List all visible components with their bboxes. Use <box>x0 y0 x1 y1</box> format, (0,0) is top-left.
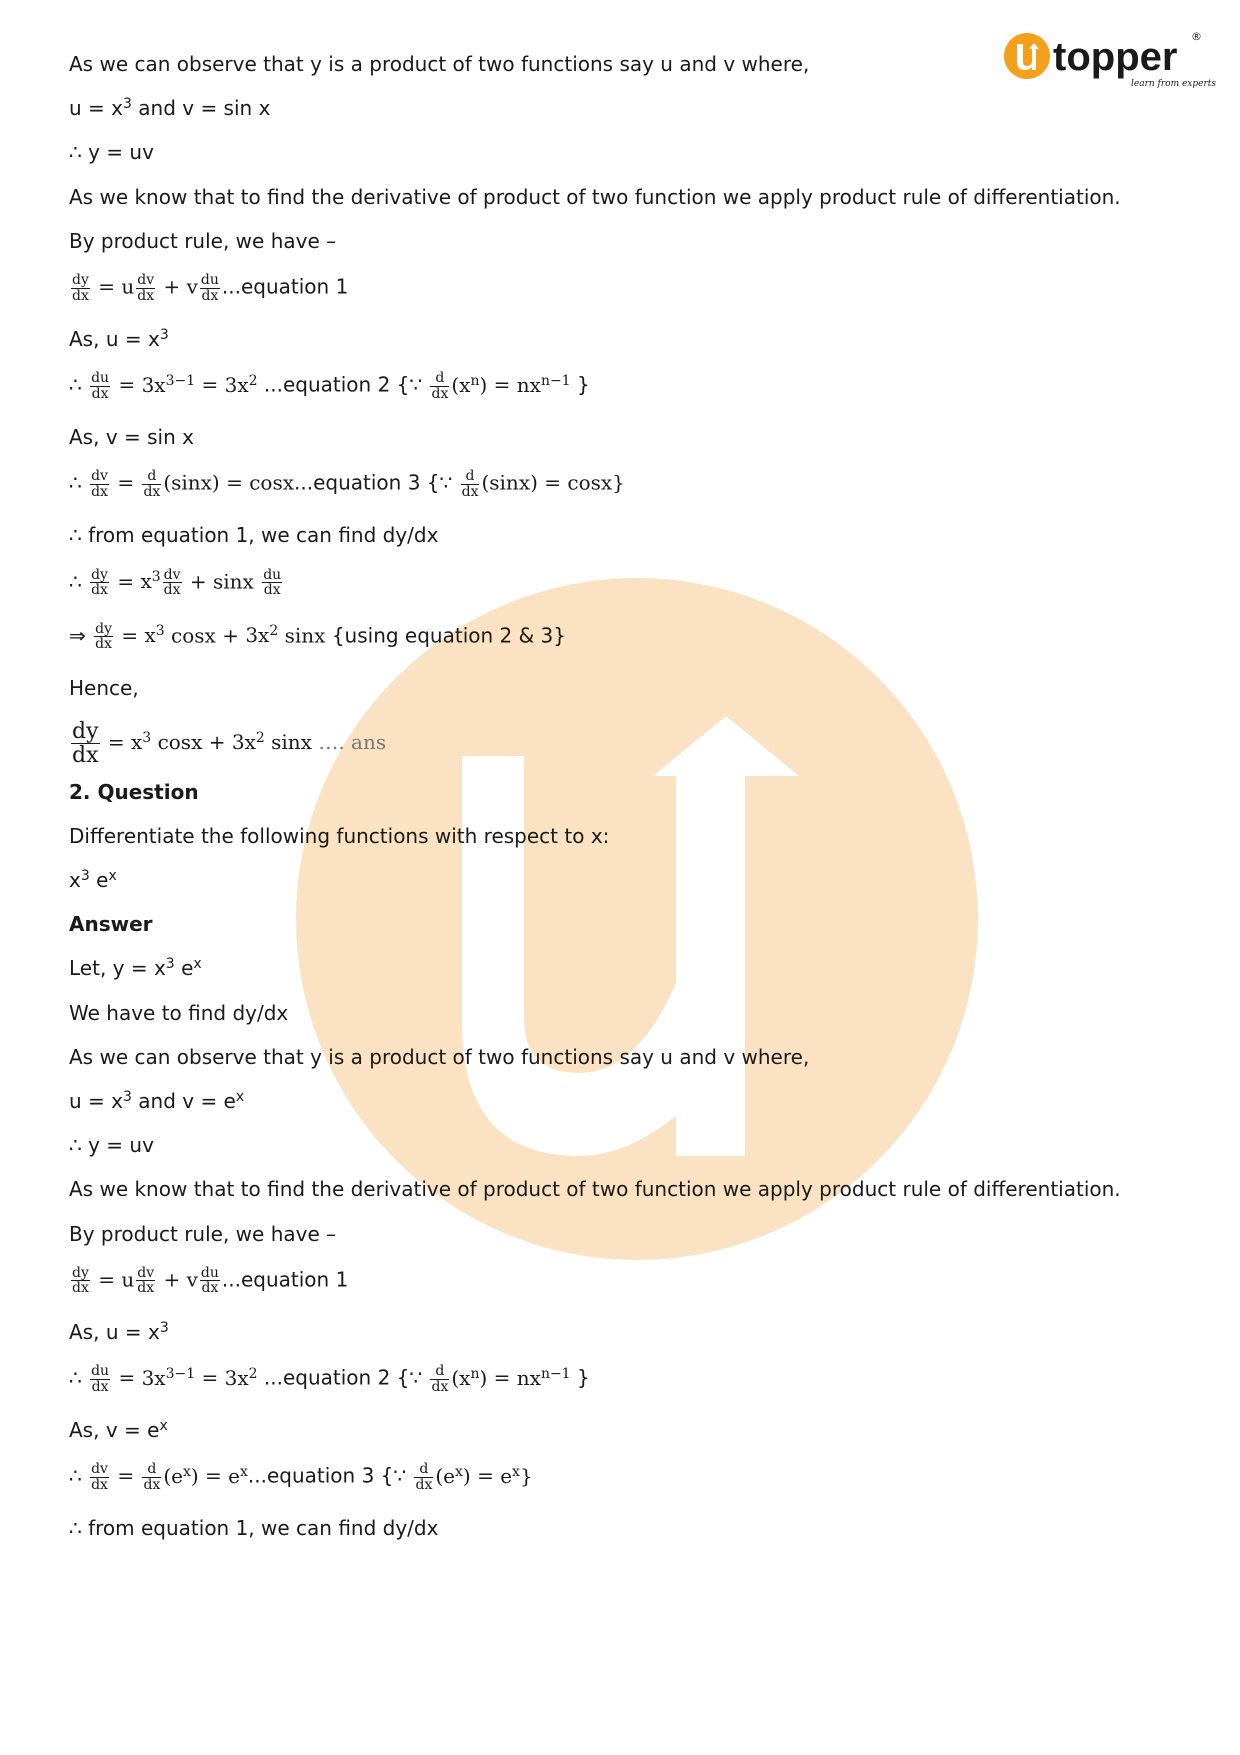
superscript: 2 <box>269 623 279 640</box>
answer-line <box>69 720 1189 780</box>
superscript: 3−1 <box>165 1365 196 1382</box>
math-token: = <box>201 1365 219 1390</box>
math-line <box>69 371 1189 425</box>
math-token: dv <box>91 468 108 485</box>
math-token: (e <box>435 1463 455 1488</box>
math-token: dy <box>72 1264 89 1281</box>
math-token: ...equation 1 <box>221 1267 349 1292</box>
math-token: By product rule, we have – <box>69 228 337 253</box>
math-token: du <box>200 271 219 288</box>
text-line <box>69 1177 1189 1221</box>
superscript: 2 <box>248 1365 258 1382</box>
math-token: e <box>174 956 194 981</box>
math-token <box>228 1464 248 1488</box>
math-token: (sinx) <box>163 471 220 495</box>
math-token: and v = sin x <box>131 96 271 121</box>
math-token: } <box>576 1365 590 1390</box>
fraction <box>430 371 449 401</box>
math-token: As, v = sin x <box>69 425 194 450</box>
math-token: sinx <box>271 729 312 754</box>
superscript: 2 <box>255 729 265 746</box>
math-token: cosx <box>157 729 203 754</box>
superscript: x <box>240 1463 248 1480</box>
math-token: e <box>228 1463 240 1488</box>
math-token: du <box>91 370 110 387</box>
math-token: dv <box>137 1264 155 1281</box>
math-token <box>140 569 160 593</box>
math-token: 2. Question <box>69 779 199 804</box>
math-token: dx <box>72 1280 89 1297</box>
math-token: ∵ <box>409 372 423 397</box>
math-token: ∴ <box>69 569 82 594</box>
math-token: dx <box>91 385 109 402</box>
math-token: Answer <box>69 912 153 937</box>
math-token: ∴ <box>69 140 82 165</box>
math-token: = <box>107 729 125 754</box>
math-token: As we know that to find the derivative of product of two function we apply product rule of differentiation. <box>69 1177 1121 1202</box>
question-function <box>69 868 1189 912</box>
math-token: nx <box>516 372 541 397</box>
fraction <box>90 1462 109 1492</box>
superscript: x <box>182 1463 191 1480</box>
text-line <box>69 1133 1189 1177</box>
math-token: (sinx) <box>481 471 538 495</box>
math-token: ) <box>479 1365 488 1390</box>
question-heading <box>69 780 1189 824</box>
fraction <box>430 1364 449 1394</box>
math-token: 3x <box>141 1365 166 1390</box>
math-token: = <box>117 569 135 594</box>
math-line <box>69 1462 1189 1516</box>
math-token: dx <box>91 582 108 599</box>
math-token: dy <box>95 620 112 637</box>
math-token: (e <box>163 1463 183 1488</box>
math-token: = <box>118 1365 136 1390</box>
superscript: 3 <box>159 326 169 343</box>
fraction <box>71 720 100 767</box>
math-token: cosx <box>171 623 216 648</box>
text-line <box>69 1045 1189 1089</box>
math-token <box>142 1366 196 1390</box>
math-token: = <box>544 471 562 495</box>
text-line <box>69 956 1189 1000</box>
math-token: By product rule, we have – <box>69 1221 337 1246</box>
math-token: dx <box>72 742 99 768</box>
math-token: d <box>142 1462 161 1478</box>
math-token: ∵ <box>409 1365 423 1390</box>
superscript: n−1 <box>540 1365 571 1382</box>
math-token: = <box>493 1365 511 1390</box>
math-line <box>69 469 1189 523</box>
math-token: ) <box>190 1463 199 1488</box>
math-token: + <box>208 729 226 754</box>
math-token: dx <box>143 1476 161 1493</box>
fraction <box>461 469 480 499</box>
math-token: d <box>430 1364 449 1380</box>
math-token: dx <box>201 1280 219 1297</box>
fraction <box>142 469 161 499</box>
math-token: dx <box>72 287 89 304</box>
topper-logo-tagline: learn from experts <box>1131 79 1217 89</box>
superscript: n−1 <box>540 372 571 389</box>
math-token: Let, y = x <box>69 956 166 981</box>
superscript: 3 <box>155 623 165 640</box>
math-token: ∴ <box>69 1365 82 1390</box>
math-token: (x <box>451 1365 471 1390</box>
superscript: 3 <box>122 1089 132 1105</box>
math-token: e <box>89 868 109 893</box>
math-token: x <box>131 729 143 754</box>
math-token: = <box>226 471 243 495</box>
math-token: ...equation 2 { <box>263 1365 410 1390</box>
topper-logo-wordmark: topper <box>1053 35 1178 79</box>
math-token: dx <box>263 582 281 599</box>
math-line <box>69 1266 1189 1320</box>
math-token <box>131 730 151 754</box>
math-token <box>451 373 487 397</box>
math-token: ∴ <box>69 1133 82 1158</box>
math-token: sinx <box>213 569 254 594</box>
math-token: v <box>186 274 198 299</box>
math-token: dx <box>91 1378 109 1395</box>
math-token: dx <box>163 582 181 599</box>
text-line <box>69 96 1189 140</box>
math-token: ∵ <box>393 1463 407 1488</box>
math-token: cosx <box>249 471 295 495</box>
text-line <box>69 327 1189 371</box>
text-line <box>69 1001 1189 1045</box>
math-token: As we can observe that y is a product of two functions say u and v where, <box>69 52 810 76</box>
math-token: du <box>263 566 282 583</box>
math-token: v <box>186 1267 198 1292</box>
superscript: 3 <box>165 956 175 973</box>
math-token: …. ans <box>318 729 387 754</box>
math-token: = <box>118 372 136 397</box>
math-token <box>232 730 265 754</box>
text-line <box>69 229 1189 273</box>
superscript: n <box>470 1365 480 1382</box>
fraction <box>163 568 182 598</box>
superscript: x <box>512 1463 520 1480</box>
text-line <box>69 1516 1189 1560</box>
math-token: dv <box>163 566 181 583</box>
math-token: dx <box>137 1280 155 1297</box>
superscript: 3−1 <box>165 372 196 389</box>
superscript: x <box>159 1417 168 1434</box>
fraction <box>90 371 110 401</box>
math-token: As we know that to find the derivative of product of two function we apply product rule of differentiation. <box>69 184 1121 209</box>
math-token <box>142 373 196 397</box>
math-line <box>69 568 1189 622</box>
fraction <box>200 1266 220 1296</box>
superscript: x <box>193 956 202 973</box>
math-token: As we can observe that y is a product of two functions say u and v where, <box>69 1044 810 1069</box>
topper-logo-registered: ® <box>1191 30 1202 43</box>
math-token: 3x <box>224 372 249 397</box>
math-token: ∴ from equation 1, we can find dy/dx <box>69 1516 439 1541</box>
math-token: cosx} <box>567 471 625 495</box>
math-token: y = uv <box>81 1133 154 1158</box>
math-token: nx <box>516 1365 541 1390</box>
fraction <box>136 273 155 303</box>
math-token <box>245 623 278 647</box>
math-token: 3x <box>231 729 256 754</box>
math-token: sinx <box>284 623 326 648</box>
math-token: dv <box>137 271 155 288</box>
math-token: and v = e <box>131 1089 236 1113</box>
fraction <box>90 1364 110 1394</box>
math-token: x <box>144 623 156 648</box>
math-token: dx <box>137 287 155 304</box>
math-token: dy <box>72 718 99 744</box>
math-token: } <box>519 1463 533 1488</box>
math-token <box>435 1464 470 1488</box>
math-line <box>69 273 1189 327</box>
text-line <box>69 52 1189 96</box>
math-token: d <box>461 469 480 485</box>
math-token: = <box>477 1463 494 1488</box>
math-token <box>500 1464 532 1488</box>
fraction <box>94 622 113 652</box>
superscript: x <box>108 868 117 885</box>
solution-content <box>69 52 1189 1560</box>
math-token: d <box>430 371 449 387</box>
superscript: 3 <box>80 868 90 885</box>
math-token: d <box>414 1462 433 1478</box>
math-token: dx <box>91 484 108 500</box>
math-token: du <box>200 1264 219 1281</box>
math-token <box>225 1366 258 1390</box>
math-token: dx <box>415 1476 433 1493</box>
math-token: = <box>493 372 511 397</box>
math-token: d <box>142 469 161 485</box>
math-token: dy <box>72 271 89 288</box>
text-line <box>69 1089 1189 1133</box>
fraction <box>142 1462 161 1492</box>
text-line <box>69 1320 1189 1364</box>
math-token: + <box>163 274 181 299</box>
math-token: dx <box>461 484 479 500</box>
math-token: dx <box>91 1476 108 1493</box>
math-token: dx <box>201 287 219 304</box>
math-token: As, u = x <box>69 1319 160 1344</box>
superscript: x <box>454 1463 463 1480</box>
math-token: u = x <box>69 96 123 121</box>
math-token <box>517 373 571 397</box>
math-token <box>517 1366 571 1390</box>
math-token: u = x <box>69 1089 123 1113</box>
math-token: } <box>576 372 590 397</box>
math-token: ∴ <box>69 372 82 397</box>
math-token: dx <box>431 1378 449 1395</box>
text-line <box>69 1418 1189 1462</box>
math-token: + <box>189 569 207 594</box>
math-token: = <box>98 274 115 299</box>
text-line <box>69 1222 1189 1266</box>
math-token: As, v = e <box>69 1417 160 1442</box>
math-token: y = uv <box>81 140 154 165</box>
math-token: 3x <box>224 1365 249 1390</box>
fraction <box>136 1266 155 1296</box>
superscript: 3 <box>122 96 132 113</box>
math-token <box>451 1366 487 1390</box>
math-token: = <box>98 1267 115 1292</box>
superscript: 3 <box>151 569 161 586</box>
text-line <box>69 140 1189 184</box>
math-token: As, u = x <box>69 326 160 351</box>
fraction <box>71 1266 90 1296</box>
math-token: {using equation 2 & 3} <box>331 623 567 648</box>
math-token: Differentiate the following functions with respect to x: <box>69 823 610 848</box>
math-token: u <box>121 274 135 299</box>
text-line <box>69 676 1189 720</box>
text-line <box>69 425 1189 469</box>
fraction <box>90 469 109 499</box>
fraction <box>90 568 109 598</box>
math-token: = <box>117 471 135 495</box>
math-token: ∵ <box>439 471 453 495</box>
math-token: = <box>117 1463 135 1488</box>
math-token: ∴ <box>69 1463 82 1488</box>
math-token: We have to find dy/dx <box>69 1000 289 1025</box>
math-token: e <box>500 1463 513 1488</box>
math-token: = <box>205 1463 222 1488</box>
math-token: du <box>91 1362 110 1379</box>
fraction <box>262 568 282 598</box>
math-token: dx <box>431 385 449 402</box>
math-token: ) <box>462 1463 471 1488</box>
math-line <box>69 1364 1189 1418</box>
text-line <box>69 185 1189 229</box>
math-token: ) <box>479 372 488 397</box>
math-token: u <box>121 1267 135 1292</box>
math-token: + <box>222 623 239 648</box>
math-token <box>163 1464 198 1488</box>
math-token: dx <box>95 636 112 653</box>
math-token: 3x <box>141 372 166 397</box>
math-token <box>144 623 164 647</box>
math-token: + <box>163 1267 181 1292</box>
superscript: x <box>235 1089 245 1105</box>
math-token: ∴ from equation 1, we can find dy/dx <box>69 523 439 548</box>
math-token: ⇒ <box>69 623 86 648</box>
math-token: dx <box>143 484 161 500</box>
math-token: (x <box>451 372 471 397</box>
math-token: dy <box>91 566 108 583</box>
math-token: x <box>69 868 81 893</box>
superscript: 3 <box>159 1319 169 1336</box>
superscript: 3 <box>142 729 152 746</box>
fraction <box>200 273 220 303</box>
superscript: n <box>470 372 480 389</box>
fraction <box>414 1462 433 1492</box>
superscript: 2 <box>248 372 258 389</box>
math-token: dv <box>91 1461 108 1478</box>
math-token: 3x <box>245 623 270 648</box>
math-token: ...equation 1 <box>221 274 349 299</box>
question-text <box>69 824 1189 868</box>
math-token: ...equation 3 { <box>294 471 440 495</box>
answer-heading <box>69 912 1189 956</box>
math-token <box>225 373 258 397</box>
math-token: ...equation 3 { <box>247 1463 394 1488</box>
math-token: ∴ <box>69 471 82 495</box>
math-line <box>69 622 1189 676</box>
text-line <box>69 523 1189 567</box>
math-token: ...equation 2 { <box>263 372 410 397</box>
math-token: x <box>140 569 152 594</box>
math-token: = <box>121 623 139 648</box>
fraction <box>71 273 90 303</box>
math-token: Hence, <box>69 675 139 700</box>
math-token: = <box>201 372 219 397</box>
